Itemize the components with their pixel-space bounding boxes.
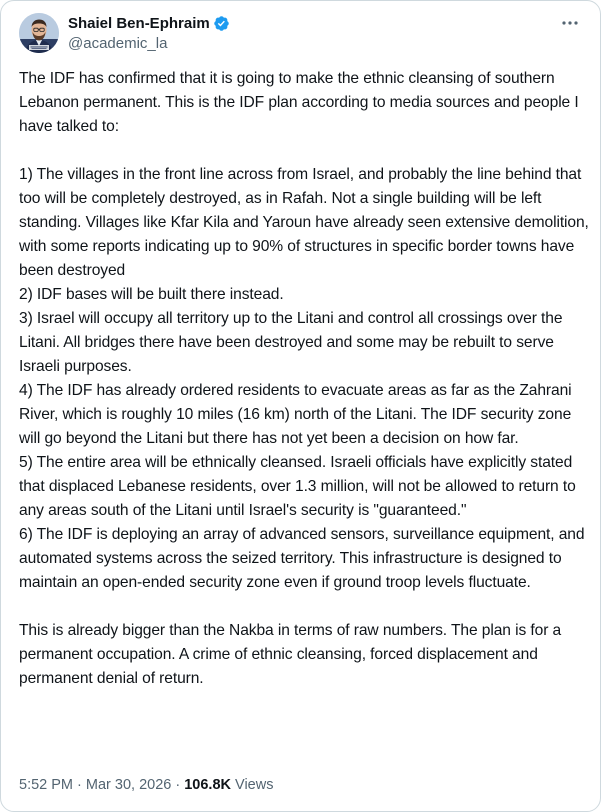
plan-point-5: 5) The entire area will be ethnically cleansed. Israeli officials have explicitly stated that displaced Lebanese residents, over 1.3 million, will not be allowed to return to any areas south of the Litani until Israel's security is "guaranteed." — [19, 454, 576, 519]
plan-point-3: 3) Israel will occupy all territory up to the Litani and control all crossings over the Litani. All bridges there have been destroyed and some may be rebuilt to serve Israeli purposes. — [19, 310, 563, 375]
more-horizontal-icon — [561, 20, 579, 26]
plan-point-1: 1) The villages in the front line across from Israel, and probably the line behind that too will be completely destroyed, as in Rafah. Not a single building will be left standing. Villages like Kfar Kila and Yaroun have already seen extensive demolition, with some reports indicating up to 90% of structures in specific border towns have been destroyed — [19, 166, 589, 279]
avatar[interactable] — [19, 13, 59, 53]
tweet-text — [19, 67, 591, 691]
tweet-header — [19, 13, 582, 57]
views-link[interactable] — [184, 777, 273, 793]
plan-point-4: 4) The IDF has already ordered residents to evacuate areas as far as the Zahrani River, which is roughly 10 miles (16 km) north of the Litani. The IDF security zone will go beyond the Litani but there has not yet been a decision on how far. — [19, 382, 572, 447]
profile-photo — [19, 13, 59, 53]
display-name[interactable]: Shaiel Ben-Ephraim — [68, 15, 210, 32]
plan-point-2: 2) IDF bases will be built there instead. — [19, 286, 284, 303]
timestamp-link[interactable] — [19, 777, 171, 793]
tweet-conclusion: This is already bigger than the Nakba in terms of raw numbers. The plan is for a permanent occupation. A crime of ethnic cleansing, forced displacement and permanent denial of return. — [19, 622, 562, 687]
meta-separator: · — [171, 777, 185, 793]
author-names — [68, 14, 230, 52]
views-count: 106.8K — [184, 777, 231, 793]
handle[interactable]: @academic_la — [68, 35, 168, 52]
more-options-button[interactable] — [555, 13, 585, 33]
plan-point-6: 6) The IDF is deploying an array of advanced sensors, surveillance equipment, and automated systems across the seized territory. This infrastructure is designed to maintain an open-ended security zone even if ground troop levels fluctuate. — [19, 526, 585, 591]
paragraph-gap — [19, 595, 591, 619]
views-label: Views — [235, 777, 274, 793]
tweet-date: Mar 30, 2026 — [85, 777, 172, 793]
verified-badge-icon[interactable] — [213, 15, 230, 32]
meta-separator: · — [73, 777, 86, 793]
tweet-time: 5:52 PM — [19, 777, 73, 793]
tweet-intro: The IDF has confirmed that it is going to make the ethnic cleansing of southern Lebanon permanent. This is the IDF plan according to media sources and people I have talked to: — [19, 70, 579, 135]
paragraph-gap — [19, 139, 591, 163]
tweet-meta — [19, 777, 273, 793]
display-name-row — [68, 14, 230, 33]
